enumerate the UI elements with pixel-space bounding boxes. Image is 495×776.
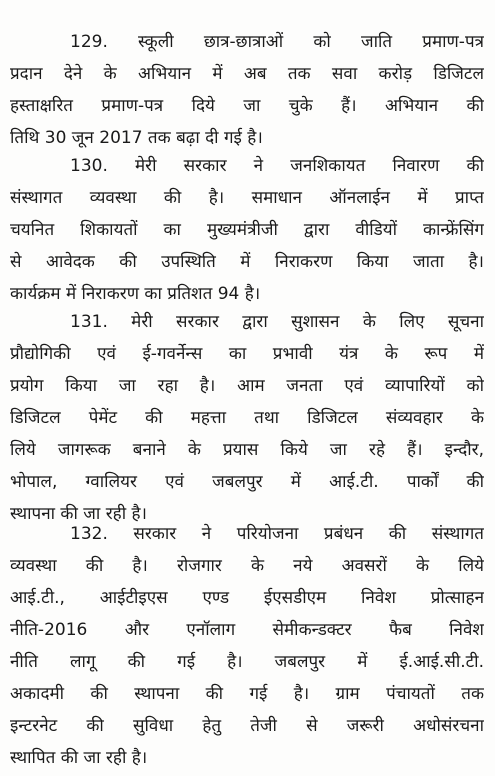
- paragraph-line: इन्टरनेट की सुविधा हेतु तेजी से जरूरी अधोसंरचना: [10, 716, 484, 736]
- paragraph-line: 132. सरकार ने परियोजना प्रबंधन की संस्थागत: [70, 524, 484, 544]
- paragraph-line: कार्यक्रम में निराकरण का प्रतिशत 94 है।: [10, 284, 261, 304]
- paragraph-line: 131. मेरी सरकार द्वारा सुशासन के लिए सूचना: [70, 312, 484, 332]
- paragraph-line: व्यवस्था की है। रोजगार के नये अवसरों के लिये: [10, 556, 484, 576]
- paragraph-line: नीति-2016 और एनॉलाग सेमीकन्डक्टर फैब निवेश: [10, 620, 484, 640]
- paragraph-line: संस्थागत व्यवस्था की है। समाधान ऑनलाईन में प्राप्त: [10, 188, 484, 208]
- paragraph-131: [10, 306, 484, 530]
- paragraph-line: तिथि 30 जून 2017 तक बढ़ा दी गई है।: [10, 128, 263, 148]
- paragraph-line: डिजिटल पेमेंट की महत्ता तथा डिजिटल संव्यवहार के: [10, 408, 484, 428]
- paragraph-line: आई.टी., आईटीइएस एण्ड ईएसडीएम निवेश प्रोत्साहन: [10, 588, 484, 608]
- paragraph-line: प्रयोग किया जा रहा है। आम जनता एवं व्यापारियों को: [10, 376, 484, 396]
- paragraph-line: हस्ताक्षरित प्रमाण-पत्र दिये जा चुके हैं। अभियान की: [10, 96, 484, 116]
- paragraph-line: भोपाल, ग्वालियर एवं जबलपुर में आई.टी. पार्कों की: [10, 472, 484, 492]
- paragraph-line: प्रदान देने के अभियान में अब तक सवा करोड़ डिजिटल: [10, 64, 484, 84]
- paragraph-130: [10, 150, 484, 310]
- paragraph-line: अकादमी की स्थापना की गई है। ग्राम पंचायतों तक: [10, 684, 484, 704]
- paragraph-line: लिये जागरूक बनाने के प्रयास किये जा रहे हैं। इन्दौर,: [10, 440, 484, 460]
- paragraph-line: चयनित शिकायतों का मुख्यमंत्रीजी द्वारा वीडियों कान्फ्रेंसिंग: [10, 220, 484, 240]
- paragraph-129: [10, 26, 484, 154]
- paragraph-132: [10, 518, 484, 774]
- paragraph-line: स्थापित की जा रही है।: [10, 748, 148, 768]
- paragraph-line: 129. स्कूली छात्र-छात्राओं को जाति प्रमाण-पत्र: [70, 32, 484, 52]
- paragraph-line: प्रौद्योगिकी एवं ई-गवर्नेन्स का प्रभावी यंत्र के रूप में: [10, 344, 484, 364]
- paragraph-line: नीति लागू की गई है। जबलपुर में ई.आई.सी.टी.: [10, 652, 484, 672]
- paragraph-line: से आवेदक की उपस्थिति में निराकरण किया जाता है।: [10, 252, 484, 272]
- paragraph-line: स्थापना की जा रही है।: [10, 504, 147, 524]
- paragraph-line: 130. मेरी सरकार ने जनशिकायत निवारण की: [70, 156, 484, 176]
